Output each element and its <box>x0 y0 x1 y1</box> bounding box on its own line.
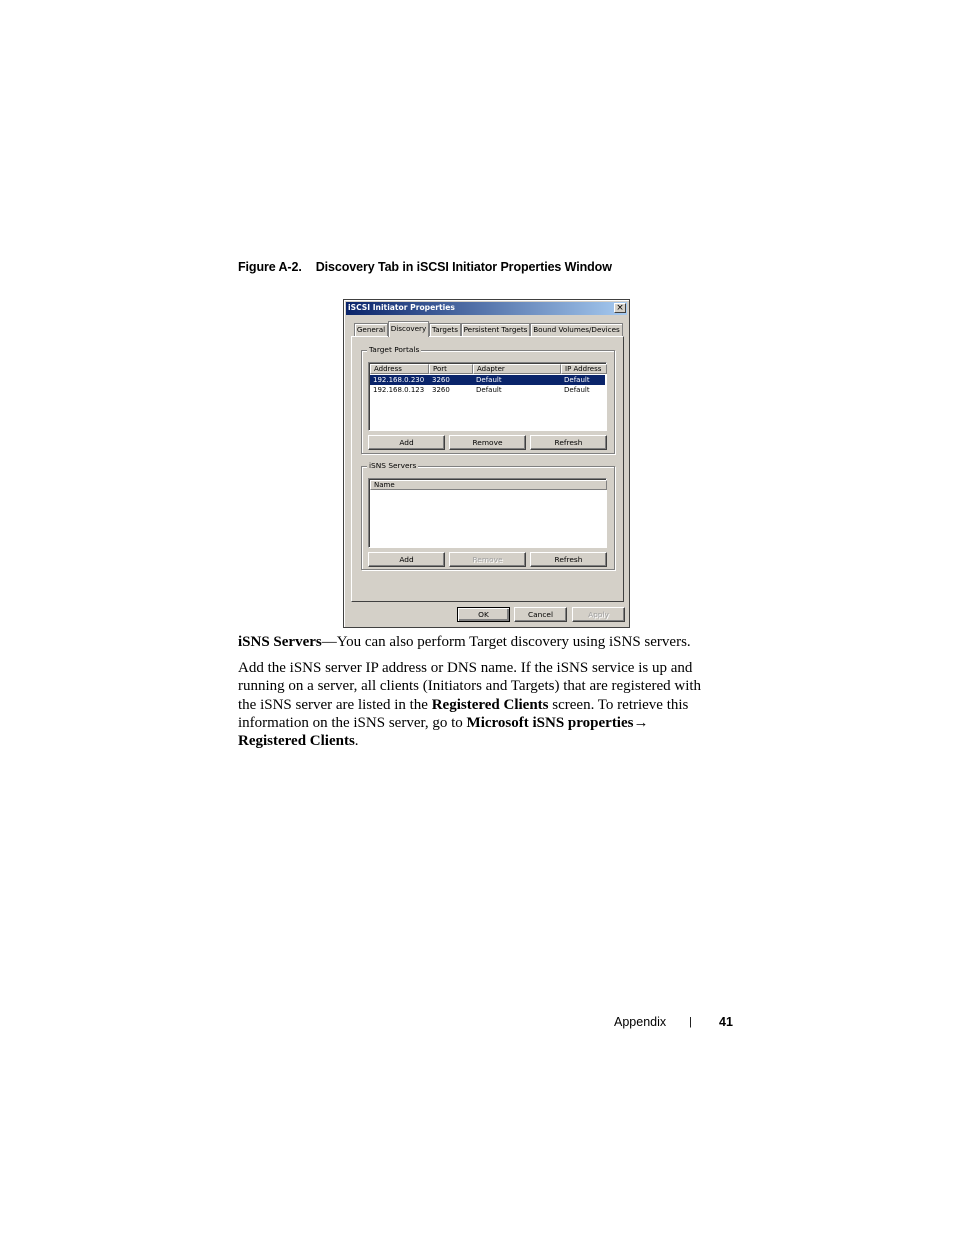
tab-strip <box>352 321 624 337</box>
target-portals-list[interactable] <box>368 362 607 431</box>
column-adapter[interactable]: Adapter <box>473 364 561 374</box>
tab-targets[interactable]: Targets <box>429 323 461 336</box>
target-portals-header <box>370 364 605 374</box>
paragraph-line <box>238 714 738 732</box>
iscsi-properties-dialog <box>343 299 630 628</box>
column-name[interactable]: Name <box>370 480 607 490</box>
footer-section: Appendix <box>614 1015 667 1029</box>
portal-add-button[interactable]: Add <box>368 435 445 450</box>
tab-bound-volumes[interactable]: Bound Volumes/Devices <box>530 323 623 336</box>
tab-discovery[interactable]: Discovery <box>388 321 429 337</box>
figure-label: Figure A-2. <box>238 260 302 274</box>
isns-refresh-button[interactable]: Refresh <box>530 552 607 567</box>
dialog-titlebar[interactable] <box>346 302 627 315</box>
column-ip-address[interactable]: IP Address <box>561 364 607 374</box>
ok-button[interactable]: OK <box>457 607 510 622</box>
table-row[interactable] <box>370 375 605 385</box>
isns-servers-label: iSNS Servers <box>369 461 417 470</box>
portal-remove-button[interactable]: Remove <box>449 435 526 450</box>
close-icon[interactable]: × <box>614 303 626 313</box>
row-adapter: Default <box>476 386 502 394</box>
isns-servers-term: iSNS Servers <box>238 634 322 650</box>
row-ip: Default <box>564 386 590 394</box>
dialog-title: iSCSI Initiator Properties <box>348 303 455 312</box>
paragraph-line: Add the iSNS server IP address or DNS name. If the iSNS service is up and <box>238 660 693 676</box>
text-span: screen. To retrieve this <box>548 696 689 713</box>
footer-separator: | <box>689 1016 692 1028</box>
discovery-panel <box>351 336 624 602</box>
paragraph-line: running on a server, all clients (Initiators and Targets) that are registered with <box>238 678 702 695</box>
row-adapter: Default <box>476 376 502 384</box>
figure-title: Discovery Tab in iSCSI Initiator Properties Window <box>315 260 612 274</box>
row-ip: Default <box>564 376 590 384</box>
isns-servers-header <box>370 480 605 490</box>
column-port[interactable]: Port <box>429 364 473 374</box>
row-port: 3260 <box>432 376 450 384</box>
column-address[interactable]: Address <box>370 364 429 374</box>
isns-remove-button[interactable]: Remove <box>449 552 526 567</box>
paragraph-line <box>238 696 738 714</box>
portal-refresh-button[interactable]: Refresh <box>530 435 607 450</box>
isns-servers-description: —You can also perform Target discovery using iSNS servers. <box>321 634 691 650</box>
row-port: 3260 <box>432 386 450 394</box>
page-number: 41 <box>719 1015 733 1029</box>
isns-properties-menu-path: Microsoft iSNS properties→ <box>466 714 649 731</box>
tab-persistent-targets[interactable]: Persistent Targets <box>461 323 530 336</box>
figure-caption <box>238 260 612 274</box>
isns-servers-group <box>361 461 615 570</box>
cancel-button[interactable]: Cancel <box>514 607 567 622</box>
row-address: 192.168.0.123 <box>373 386 425 394</box>
text-span: the iSNS server are listed in the <box>238 696 432 713</box>
paragraph-line <box>238 732 738 750</box>
isns-servers-list[interactable] <box>368 478 607 548</box>
apply-button[interactable]: Apply <box>572 607 625 622</box>
isns-add-button[interactable]: Add <box>368 552 445 567</box>
text-span: information on the iSNS server, go to <box>238 714 467 731</box>
target-portals-group <box>361 345 615 454</box>
tab-general[interactable]: General <box>354 323 388 336</box>
registered-clients-menu-path: Registered Clients <box>238 733 355 750</box>
row-address: 192.168.0.230 <box>373 376 425 384</box>
target-portals-label: Target Portals <box>369 345 420 354</box>
text-span: . <box>354 733 359 750</box>
add-server-paragraph <box>238 659 738 750</box>
isns-servers-paragraph <box>238 633 738 651</box>
registered-clients-term: Registered Clients <box>431 696 549 713</box>
table-row[interactable] <box>370 385 605 395</box>
